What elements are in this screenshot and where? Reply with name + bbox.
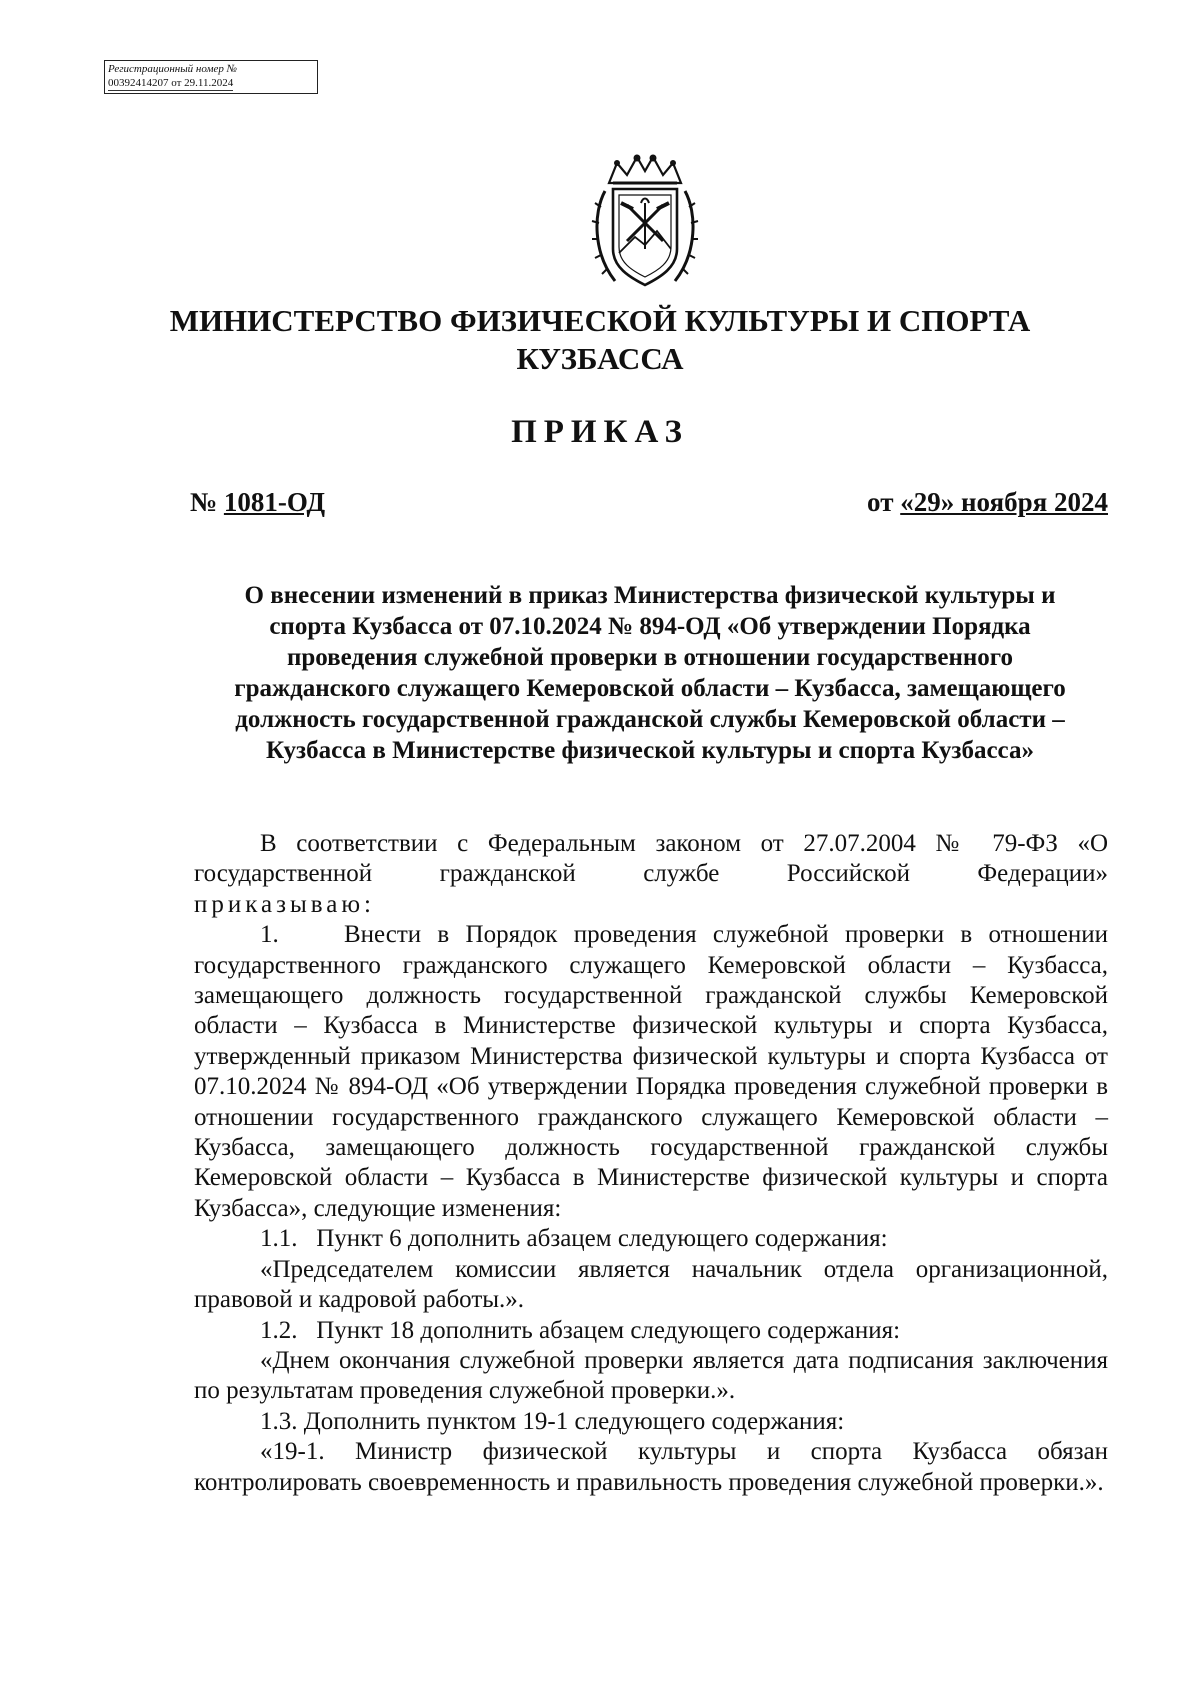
item-1-3: 1.3. Дополнить пунктом 19-1 следующего содержания: [260,1407,845,1435]
order-number [190,487,325,518]
date-value: «29» ноября 2024 [900,487,1108,517]
coat-of-arms-icon [587,153,703,291]
intro-line-2: государственной гражданской службе Российской Федерации» [194,860,1108,888]
item-1-1: 1.1. Пункт 6 дополнить абзацем следующего содержания: [260,1225,888,1253]
subject-line: должность государственной гражданской службы Кемеровской области – [235,706,1065,733]
subject-line: проведения служебной проверки в отношении государственного [286,644,1014,671]
item-1-3-text: «19-1. Министр физической культуры и спорта Кузбасса обязан контролировать своевременность и правильность проведения служебной проверки.». [194,1438,1108,1496]
registration-label: Регистрационный номер № [108,63,237,75]
intro-line-1: В соответствии с Федеральным законом от 27.07.2004 № 79-ФЗ «О [260,830,1108,857]
item-1-1-text: «Председателем комиссии является начальник отдела организационной, правовой и кадровой работы.». [194,1255,1108,1314]
subject-line: О внесении изменений в приказ Министерства физической культуры и [244,582,1056,609]
order-subject [185,580,1115,766]
registration-number: 00392414207 от 29.11.2024 [108,77,234,89]
number-prefix: № [190,487,218,517]
organization-name [120,302,1080,378]
item-1-2: 1.2. Пункт 18 дополнить абзацем следующего содержания: [260,1316,901,1344]
registration-stamp [104,60,318,94]
number-value: 1081-ОД [223,487,326,517]
date-prefix: от [867,487,894,517]
order-body [194,829,1115,1498]
command-word: приказываю: [194,890,375,918]
org-line-2: КУЗБАССА [516,341,684,376]
document-type: ПРИКАЗ [511,414,689,450]
subject-line: гражданского служащего Кемеровской области – Кузбасса, замещающего [234,675,1066,702]
item-1-2-text: «Днем окончания служебной проверки является дата подписания заключения по результатам проведения служебной проверки.». [194,1346,1108,1405]
order-date [867,487,1108,518]
subject-line: Кузбасса в Министерстве физической культуры и спорта Кузбасса» [266,737,1034,764]
subject-line: спорта Кузбасса от 07.10.2024 № 894-ОД «Об утверждении Порядка [269,613,1031,640]
item-1: 1. Внести в Порядок проведения служебной проверки в отношении государственного гражданского служащего Кемеровской области – Кузбасса, замещающего должность государственной гражданской службы Кемеровской области – Кузбасса в Министерстве физической культуры и спорта Кузбасса, утвержденный приказом Министерства физической культуры и спорта Кузбасса от 07.10.2024 № 894-ОД «Об утверждении Порядка проведения служебной проверки в отношении государственного гражданского служащего Кемеровской области – Кузбасса, замещающего должность государственной гражданской службы Кемеровской области – Кузбасса в Министерстве физической культуры и спорта Кузбасса», следующие изменения: [194,921,1115,1222]
org-line-1: МИНИСТЕРСТВО ФИЗИЧЕСКОЙ КУЛЬТУРЫ И СПОРТА [169,303,1031,338]
